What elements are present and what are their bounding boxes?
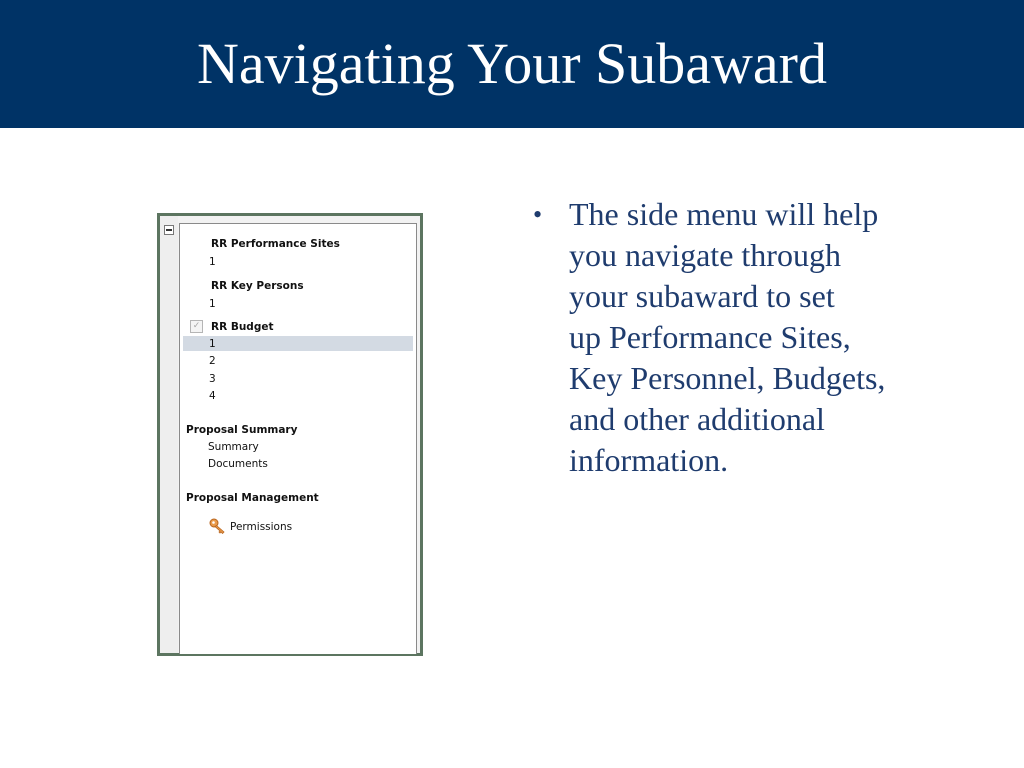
collapse-minus-icon[interactable] — [164, 225, 174, 235]
menu-section-rr-budget[interactable]: RR Budget — [211, 321, 274, 333]
menu-section-rr-performance-sites[interactable]: RR Performance Sites — [211, 238, 340, 250]
selected-row-highlight — [183, 336, 413, 351]
menu-item-summary[interactable]: Summary — [208, 441, 259, 453]
bullet-line: Key Personnel, Budgets, — [569, 360, 886, 396]
menu-item-documents[interactable]: Documents — [208, 458, 268, 470]
bullet-line: you navigate through — [569, 237, 841, 273]
title-bar — [0, 0, 1024, 128]
menu-section-proposal-summary[interactable]: Proposal Summary — [186, 424, 298, 436]
menu-item-budget-3[interactable]: 3 — [209, 373, 216, 385]
menu-item-budget-2[interactable]: 2 — [209, 355, 216, 367]
menu-item-permissions[interactable]: Permissions — [230, 521, 293, 533]
slide-title: Navigating Your Subaward — [197, 31, 827, 96]
menu-item-key-persons-1[interactable]: 1 — [209, 298, 216, 310]
bullet-line: and other additional — [569, 401, 825, 437]
bullet-line: your subaward to set — [569, 278, 835, 314]
key-icon — [209, 518, 227, 534]
bullet-dot-icon: • — [533, 200, 543, 229]
bullet-line: information. — [569, 442, 729, 478]
menu-item-budget-4[interactable]: 4 — [209, 390, 216, 402]
menu-section-rr-key-persons[interactable]: RR Key Persons — [211, 280, 304, 292]
checkmark-icon: ✓ — [190, 320, 203, 333]
bullet-item — [533, 194, 953, 481]
side-menu-screenshot — [157, 213, 423, 656]
bullet-list — [533, 194, 953, 481]
bullet-line: up Performance Sites, — [569, 319, 851, 355]
menu-gutter — [160, 216, 178, 653]
menu-section-proposal-management[interactable]: Proposal Management — [186, 492, 319, 504]
menu-item-performance-sites-1[interactable]: 1 — [209, 256, 216, 268]
menu-item-budget-1[interactable]: 1 — [209, 338, 216, 350]
side-menu-panel — [179, 223, 417, 654]
bullet-line: The side menu will help — [569, 196, 879, 232]
